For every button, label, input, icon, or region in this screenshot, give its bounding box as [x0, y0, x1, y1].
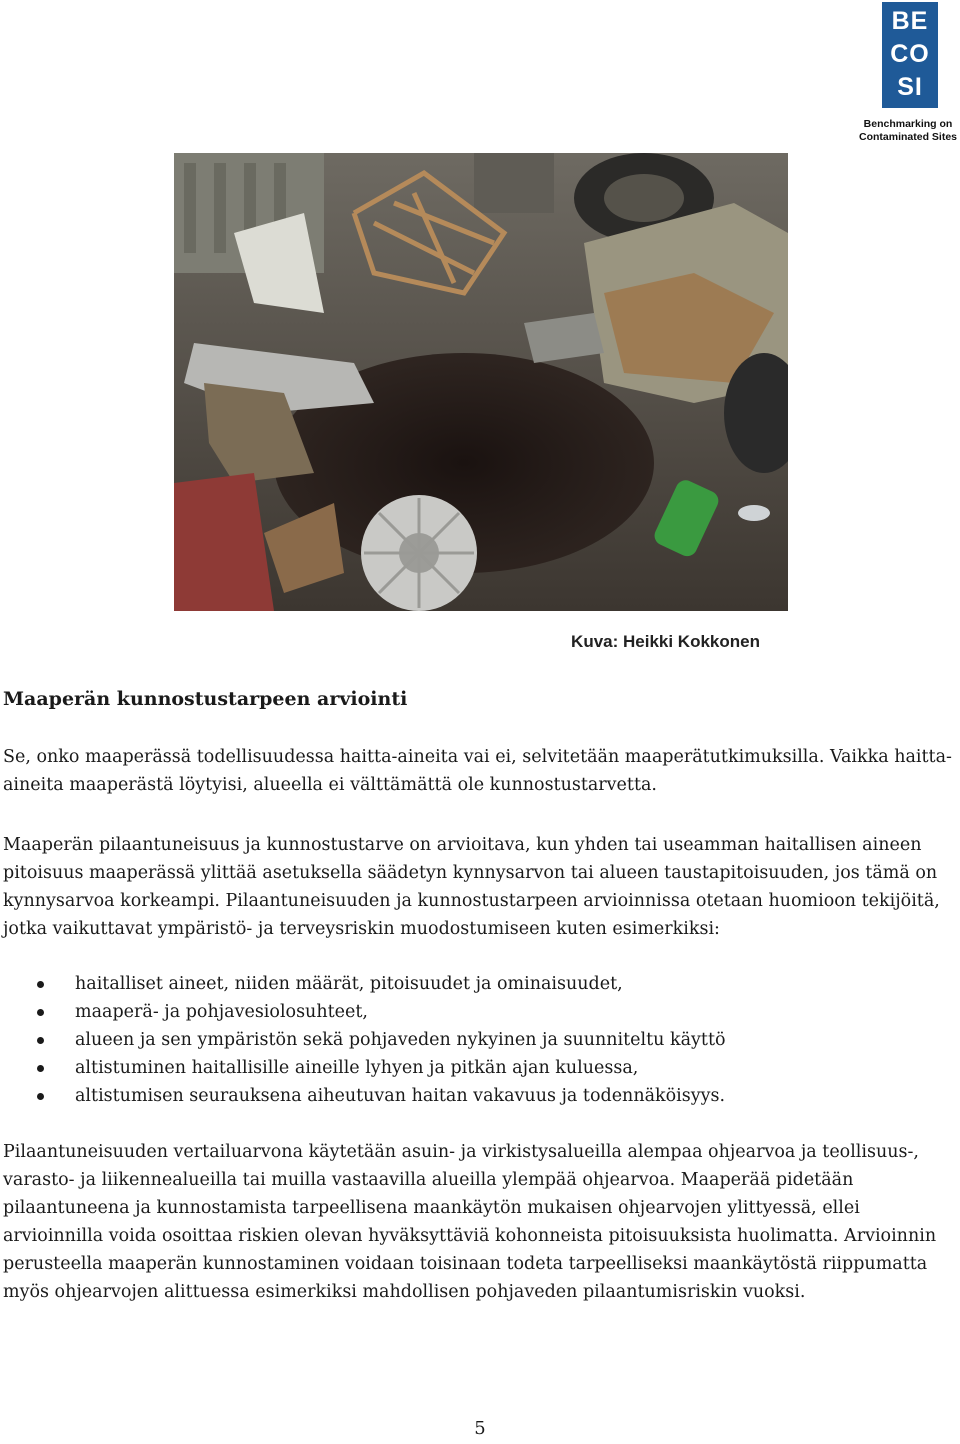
bullet-icon: [37, 1037, 44, 1044]
bullet-icon: [37, 981, 44, 988]
list-item: altistumisen seurauksena aiheutuvan haitan vakavuus ja todennäköisyys.: [0, 1082, 726, 1110]
logo-text-line-1: BE: [891, 7, 929, 35]
section-heading: Maaperän kunnostustarpeen arviointi: [3, 688, 408, 710]
list-item: haitalliset aineet, niiden määrät, pitoisuudet ja ominaisuudet,: [0, 970, 726, 998]
factor-list: [0, 970, 726, 1110]
bullet-icon: [37, 1065, 44, 1072]
logo-text-line-3: SI: [897, 73, 923, 101]
bullet-icon: [37, 1009, 44, 1016]
paragraph-intro: Se, onko maaperässä todellisuudessa haitta-aineita vai ei, selvitetään maaperätutkimuksilla. Vaikka haitta-aineita maaperästä löytyisi, alueella ei välttämättä ole kunnostustarvetta.: [3, 747, 952, 795]
list-item: alueen ja sen ympäristön sekä pohjaveden nykyinen ja suunniteltu käyttö: [0, 1026, 726, 1054]
scrap-metal-dump-photo: [174, 153, 788, 611]
list-item: altistuminen haitallisille aineille lyhyen ja pitkän ajan kuluessa,: [0, 1054, 726, 1082]
logo-subtitle-line-1: Benchmarking on: [863, 118, 953, 130]
page-number: 5: [474, 1418, 486, 1439]
paragraph-assessment: Maaperän pilaantuneisuus ja kunnostustarve on arvioitava, kun yhden tai useamman haitallisen aineen pitoisuus maaperässä ylittää asetuksella säädetyn kynnysarvon tai alueen taustapitoisuuden, jos tämä on kynnysarvoa korkeampi. Pilaantuneisuuden ja kunnostustarpeen arvioinnissa otetaan huomioon tekijöitä, jotka vaikuttavat ympäristö- ja terveysriskin muodostumiseen kuten esimerkiksi:: [3, 835, 940, 939]
list-item: maaperä- ja pohjavesiolosuhteet,: [0, 998, 726, 1026]
photo-caption: Kuva: Heikki Kokkonen: [571, 632, 760, 651]
logo-text-line-2: CO: [890, 40, 930, 68]
logo-subtitle-line-2: Contaminated Sites: [858, 131, 958, 143]
becosi-logo: [856, 0, 960, 150]
bullet-icon: [37, 1093, 44, 1100]
paragraph-reference-values: Pilaantuneisuuden vertailuarvona käytetään asuin- ja virkistysalueilla alempaa ohjearvoa ja teollisuus-, varasto- ja liikennealueilla tai muilla vastaavilla alueilla ylempää ohjearvoa. Maaperää pidetään pilaantuneena ja kunnostamista tarpeellisena maankäytön mukaisen ohjearvojen ylittyessä, ellei arvioinnilla voida osoittaa riskien olevan hyväksyttäviä kohonneista pitoisuuksista huolimatta. Arvioinnin perusteella maaperän kunnostaminen voidaan toisinaan todeta tarpeelliseksi maankäytöstä riippumatta myös ohjearvojen alittuessa esimerkiksi mahdollisen pohjaveden pilaantumisriskin vuoksi.: [3, 1142, 937, 1302]
